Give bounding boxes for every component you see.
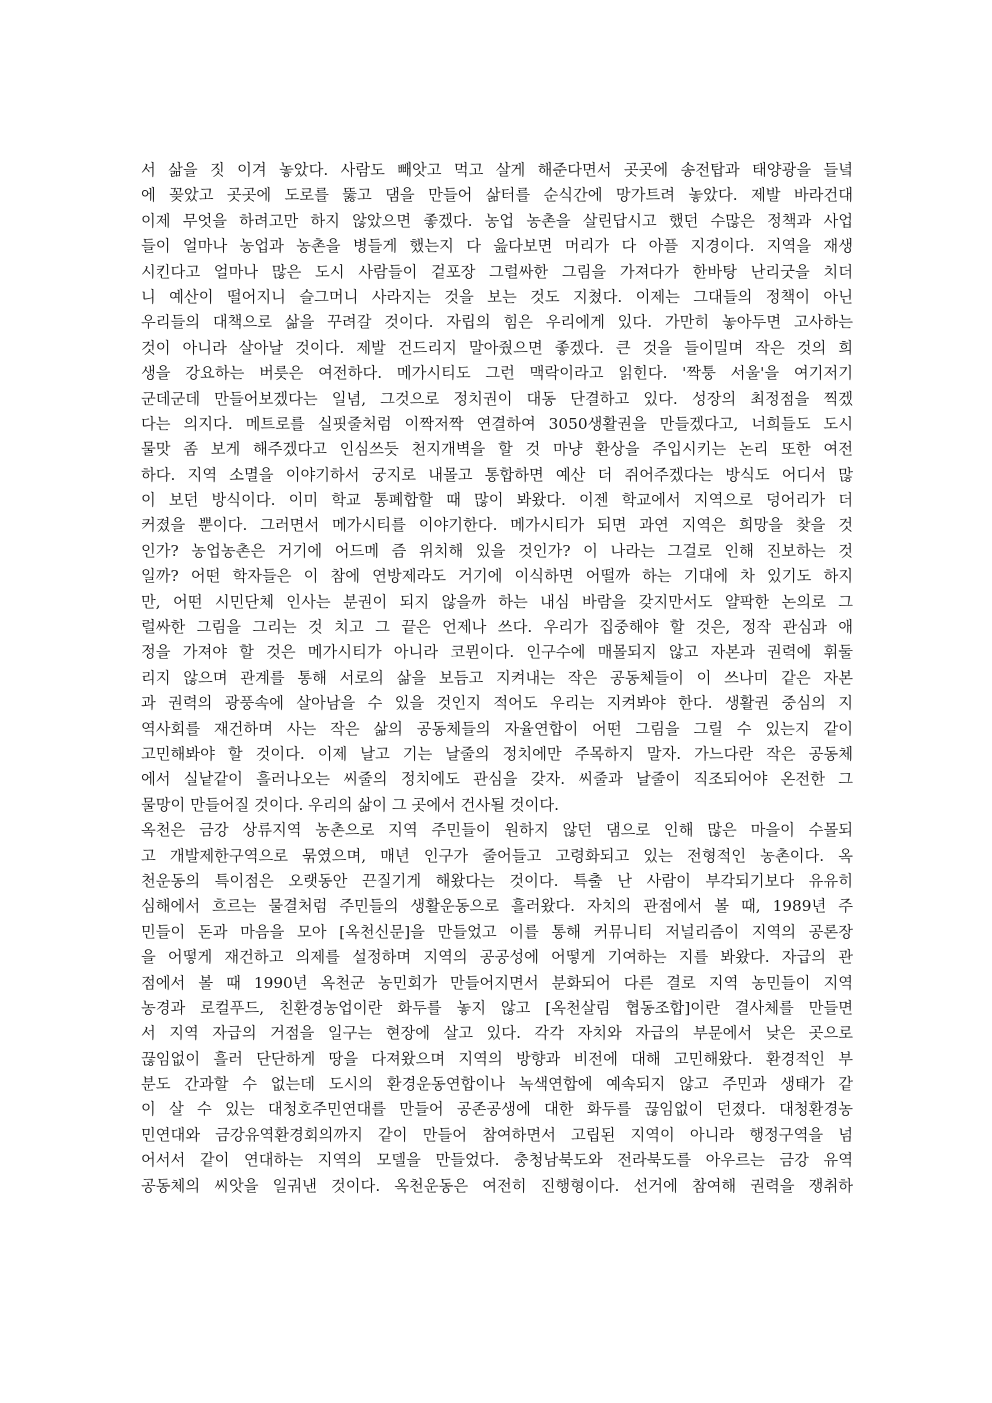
text-line: 물망이 만들어질 것이다. 우리의 삶이 그 곳에서 건사될 것이다. <box>141 795 560 814</box>
text-line: 만, 어떤 시민단체 인사는 분권이 되지 않을까 하는 내심 바람을 갖지만서도 얄팍한 논의로 그 <box>141 592 853 611</box>
text-line: 역사회를 재건하며 사는 작은 삶의 공동체들의 자율연합이 어떤 그림을 그릴 수 있는지 같이 <box>141 719 853 738</box>
text-line: 점에서 볼 때 1990년 옥천군 농민회가 만들어지면서 분화되어 다른 결로 지역 농민들이 지역 <box>141 973 853 992</box>
text-line: 어서서 같이 연대하는 지역의 모델을 만들었다. 충청남북도와 전라북도를 아우르는 금강 유역 <box>141 1151 853 1170</box>
text-line: 물맛 좀 보게 해주겠다고 인심쓰듯 천지개벽을 할 것 마냥 환상을 주입시키는 논리 또한 여전 <box>141 440 853 459</box>
text-line: 공동체의 씨앗을 일궈낸 것이다. 옥천운동은 여전히 진행형이다. 선거에 참여해 권력을 쟁취하 <box>141 1176 853 1195</box>
text-line: 을 어떻게 재건하고 의제를 설정하며 지역의 공공성에 어떻게 기여하는 지를 봐왔다. 자급의 관 <box>141 948 853 967</box>
text-line: 럴싸한 그림을 그리는 것 치고 그 끝은 언제나 쓰다. 우리가 집중해야 할 것은, 정작 관심과 애 <box>141 618 853 637</box>
text-line: 과 권력의 광풍속에 살아남을 수 있을 것인지 적어도 우리는 지켜봐야 한다. 생활권 중심의 지 <box>141 694 853 713</box>
text-line: 다는 의지다. 메트로를 실핏줄처럼 이짝저짝 연결하여 3050생활권을 만들겠다고, 너희들도 도시 <box>141 414 853 433</box>
text-line: 생을 강요하는 버릇은 여전하다. 메가시티도 그런 맥락이라고 읽힌다. '짝퉁 서울'을 여기저기 <box>141 364 853 383</box>
text-line: 일까? 어떤 학자들은 이 참에 연방제라도 거기에 이식하면 어떨까 하는 기대에 차 있기도 하지 <box>141 567 853 586</box>
text-line: 들이 얼마나 농업과 농촌을 병들게 했는지 다 읊다보면 머리가 다 아플 지경이다. 지역을 재생 <box>141 237 853 256</box>
text-line: 하다. 지역 소멸을 이야기하서 궁지로 내몰고 통합하면 예산 더 쥐어주겠다는 방식도 어디서 많 <box>141 465 853 484</box>
text-line: 이제 무엇을 하려고만 하지 않았으면 좋겠다. 농업 농촌을 살린답시고 했던 수많은 정책과 사업 <box>141 211 853 230</box>
text-line: 민들이 돈과 마음을 모아 [옥천신문]을 만들었고 이를 통해 커뮤니티 저널리즘이 지역의 공론장 <box>141 922 853 941</box>
text-line: 니 예산이 떨어지니 슬그머니 사라지는 것을 보는 것도 지쳤다. 이제는 그대들의 정책이 아닌 <box>141 287 853 306</box>
text-line: 에서 실낱같이 흘러나오는 씨줄의 정치에도 관심을 갖자. 씨줄과 날줄이 직조되어야 온전한 그 <box>141 770 853 789</box>
text-line: 고 개발제한구역으로 묶였으며, 매년 인구가 줄어들고 고령화되고 있는 전형적인 농촌이다. 옥 <box>141 846 853 865</box>
text-line: 인가? 농업농촌은 거기에 어드메 즘 위치해 있을 것인가? 이 나라는 그걸로 인해 진보하는 것 <box>141 541 853 560</box>
text-line: 옥천은 금강 상류지역 농촌으로 지역 주민들이 원하지 않던 댐으로 인해 많은 마을이 수몰되 <box>141 821 853 840</box>
body-text <box>141 158 853 1199</box>
text-line: 이 보던 방식이다. 이미 학교 통폐합할 때 많이 봐왔다. 이젠 학교에서 지역으로 덩어리가 더 <box>141 491 853 510</box>
text-line: 것이 아니라 살아날 것이다. 제발 건드리지 말아줬으면 좋겠다. 큰 것을 들이밀며 작은 것의 희 <box>141 338 853 357</box>
text-line: 끊임없이 흘러 단단하게 땅을 다져왔으며 지역의 방향과 비전에 대해 고민해왔다. 환경적인 부 <box>141 1049 853 1068</box>
text-line: 서 삶을 짓 이겨 놓았다. 사람도 빼앗고 먹고 살게 해준다면서 곳곳에 송전탑과 태양광을 들녘 <box>141 161 853 179</box>
text-line: 심해에서 흐르는 물결처럼 주민들의 생활운동으로 흘러왔다. 자치의 관점에서 볼 때, 1989년 주 <box>141 897 853 916</box>
text-line: 고민해봐야 할 것이다. 이제 날고 기는 날줄의 정치에만 주목하지 말자. 가느다란 작은 공동체 <box>141 744 853 763</box>
text-line: 정을 가져야 할 것은 메가시티가 아니라 코뮌이다. 인구수에 매몰되지 않고 자본과 권력에 휘둘 <box>141 643 853 662</box>
text-line: 농경과 로컬푸드, 친환경농업이란 화두를 놓지 않고 [옥천살림 협동조합]이란 결사체를 만들면 <box>141 998 853 1017</box>
text-line: 리지 않으며 관계를 통해 서로의 삶을 보듬고 지켜내는 작은 공동체들이 이 쓰나미 같은 자본 <box>141 668 853 687</box>
text-line: 에 꽂았고 곳곳에 도로를 뚫고 댐을 만들어 삶터를 순식간에 망가트려 놓았다. 제발 바라건대 <box>141 186 853 205</box>
text-line: 군데군데 만들어보겠다는 일념, 그것으로 정치권이 대동 단결하고 있다. 성장의 최정점을 찍겠 <box>141 389 853 408</box>
text-line: 커졌을 뿐이다. 그러면서 메가시티를 이야기한다. 메가시티가 되면 과연 지역은 희망을 찾을 것 <box>141 516 853 535</box>
text-line: 우리들의 대책으로 삶을 꾸려갈 것이다. 자립의 힘은 우리에게 있다. 가만히 놓아두면 고사하는 <box>141 313 853 332</box>
text-line: 시킨다고 얼마나 많은 도시 사람들이 겉포장 그럴싸한 그림을 가져다가 한바탕 난리굿을 치더 <box>141 262 853 281</box>
text-line: 민연대와 금강유역환경회의까지 같이 만들어 참여하면서 고립된 지역이 아니라 행정구역을 넘 <box>141 1125 853 1144</box>
text-line: 이 살 수 있는 대청호주민연대를 만들어 공존공생에 대한 화두를 끊임없이 던졌다. 대청환경농 <box>141 1100 853 1119</box>
text-line: 천운동의 특이점은 오랫동안 끈질기게 해왔다는 것이다. 특출 난 사람이 부각되기보다 유유히 <box>141 871 853 890</box>
text-line: 서 지역 자급의 거점을 일구는 현장에 살고 있다. 각각 자치와 자급의 부문에서 낮은 곳으로 <box>141 1024 853 1043</box>
text-line: 분도 간과할 수 없는데 도시의 환경운동연합이나 녹색연합에 예속되지 않고 주민과 생태가 같 <box>141 1075 853 1094</box>
